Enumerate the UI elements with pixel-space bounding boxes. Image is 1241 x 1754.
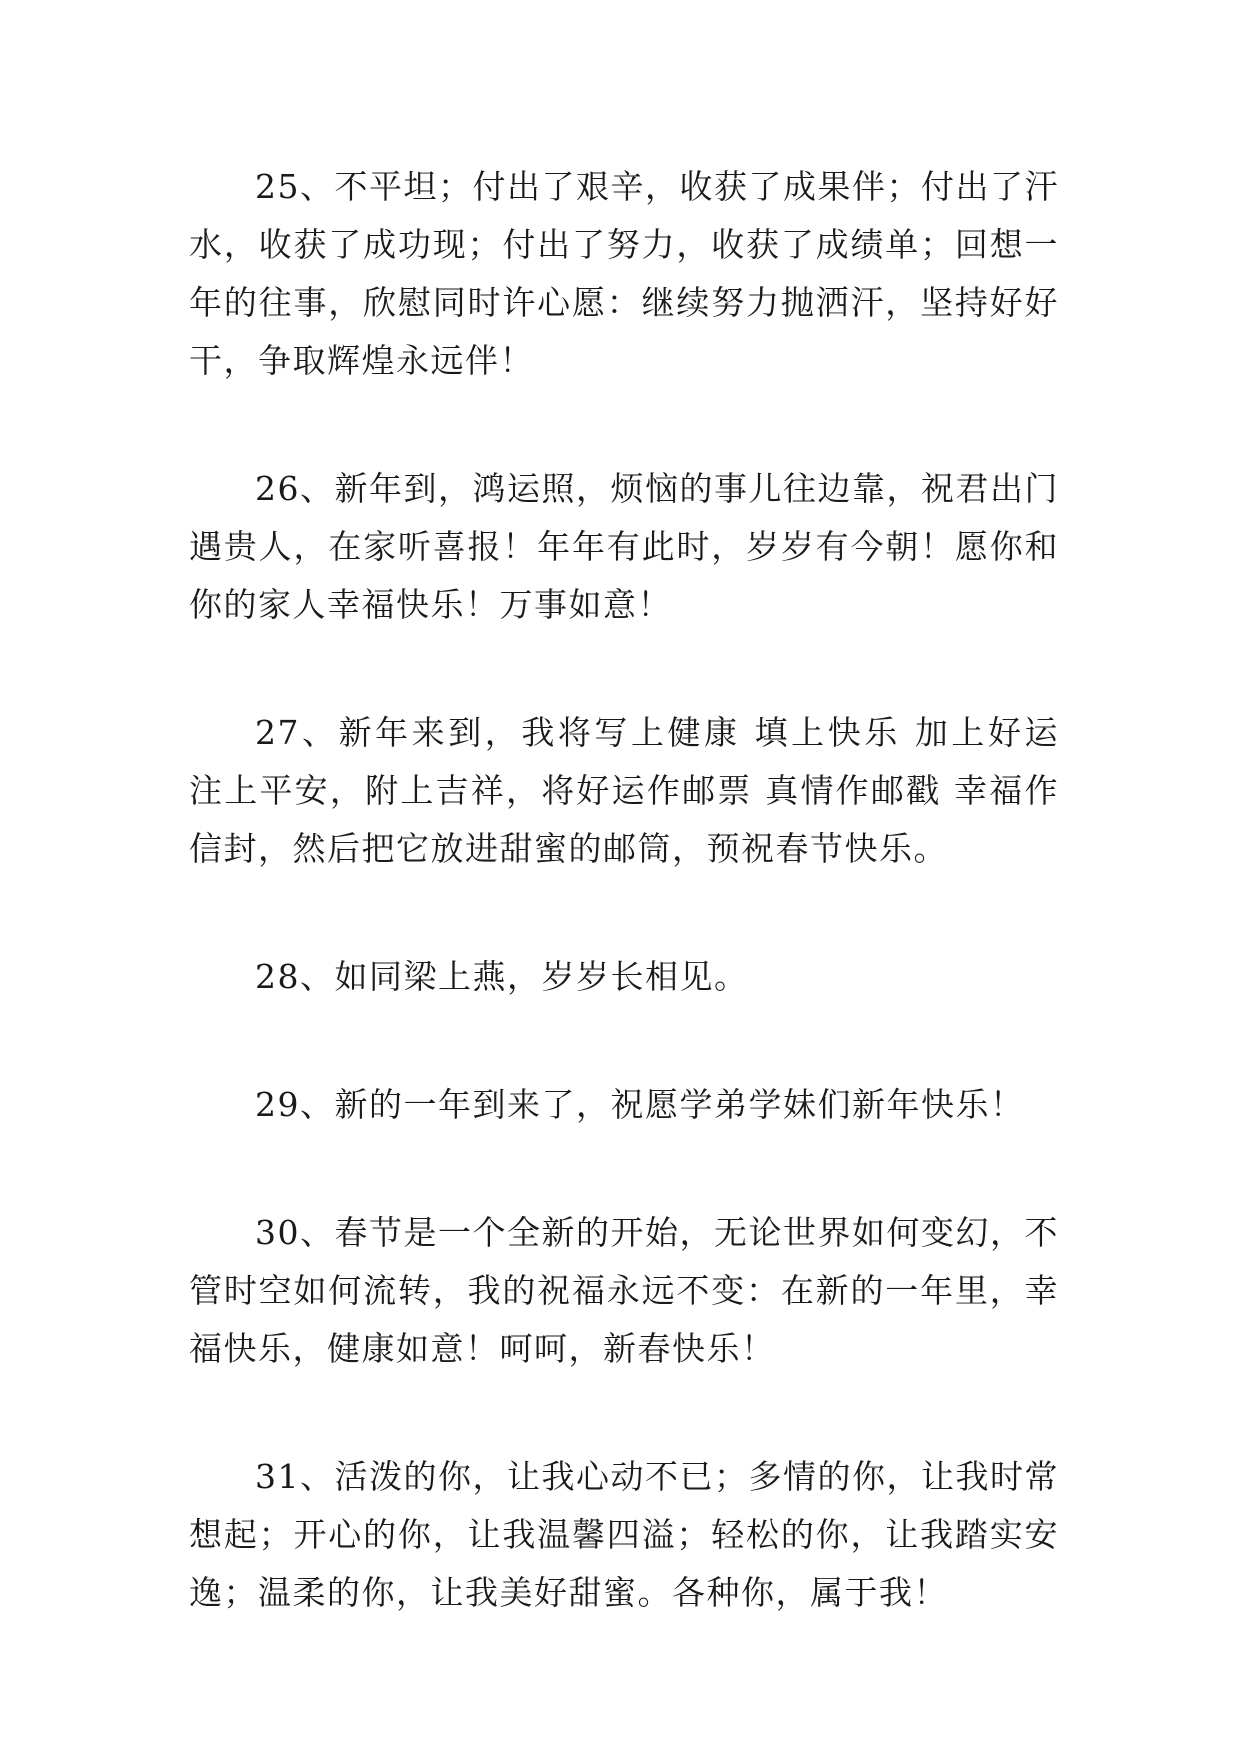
paragraph-26: 26、新年到，鸿运照，烦恼的事儿往边靠，祝君出门遇贵人，在家听喜报！年年有此时，岁岁有今朝！愿你和你的家人幸福快乐！万事如意！: [189, 469, 1059, 624]
paragraph-31: 31、活泼的你，让我心动不已；多情的你，让我时常想起；开心的你，让我温馨四溢；轻松的你，让我踏实安逸；温柔的你，让我美好甜蜜。各种你，属于我！: [189, 1457, 1059, 1612]
paragraph-30: 30、春节是一个全新的开始，无论世界如何变幻，不管时空如何流转，我的祝福永远不变：在新的一年里，幸福快乐，健康如意！呵呵，新春快乐！: [189, 1213, 1059, 1368]
paragraph-25: 25、不平坦；付出了艰辛，收获了成果伴；付出了汗水，收获了成功现；付出了努力，收获了成绩单；回想一年的往事，欣慰同时许心愿：继续努力抛洒汗，坚持好好干，争取辉煌永远伴！: [189, 167, 1059, 380]
paragraph-27: 27、新年来到，我将写上健康 填上快乐 加上好运 注上平安，附上吉祥，将好运作邮票 真情作邮戳 幸福作信封，然后把它放进甜蜜的邮筒，预祝春节快乐。: [189, 713, 1059, 868]
paragraph-29: 29、新的一年到来了，祝愿学弟学妹们新年快乐！: [255, 1085, 1025, 1124]
paragraph-28: 28、如同梁上燕，岁岁长相见。: [255, 957, 749, 996]
document-body: [189, 158, 1059, 1692]
